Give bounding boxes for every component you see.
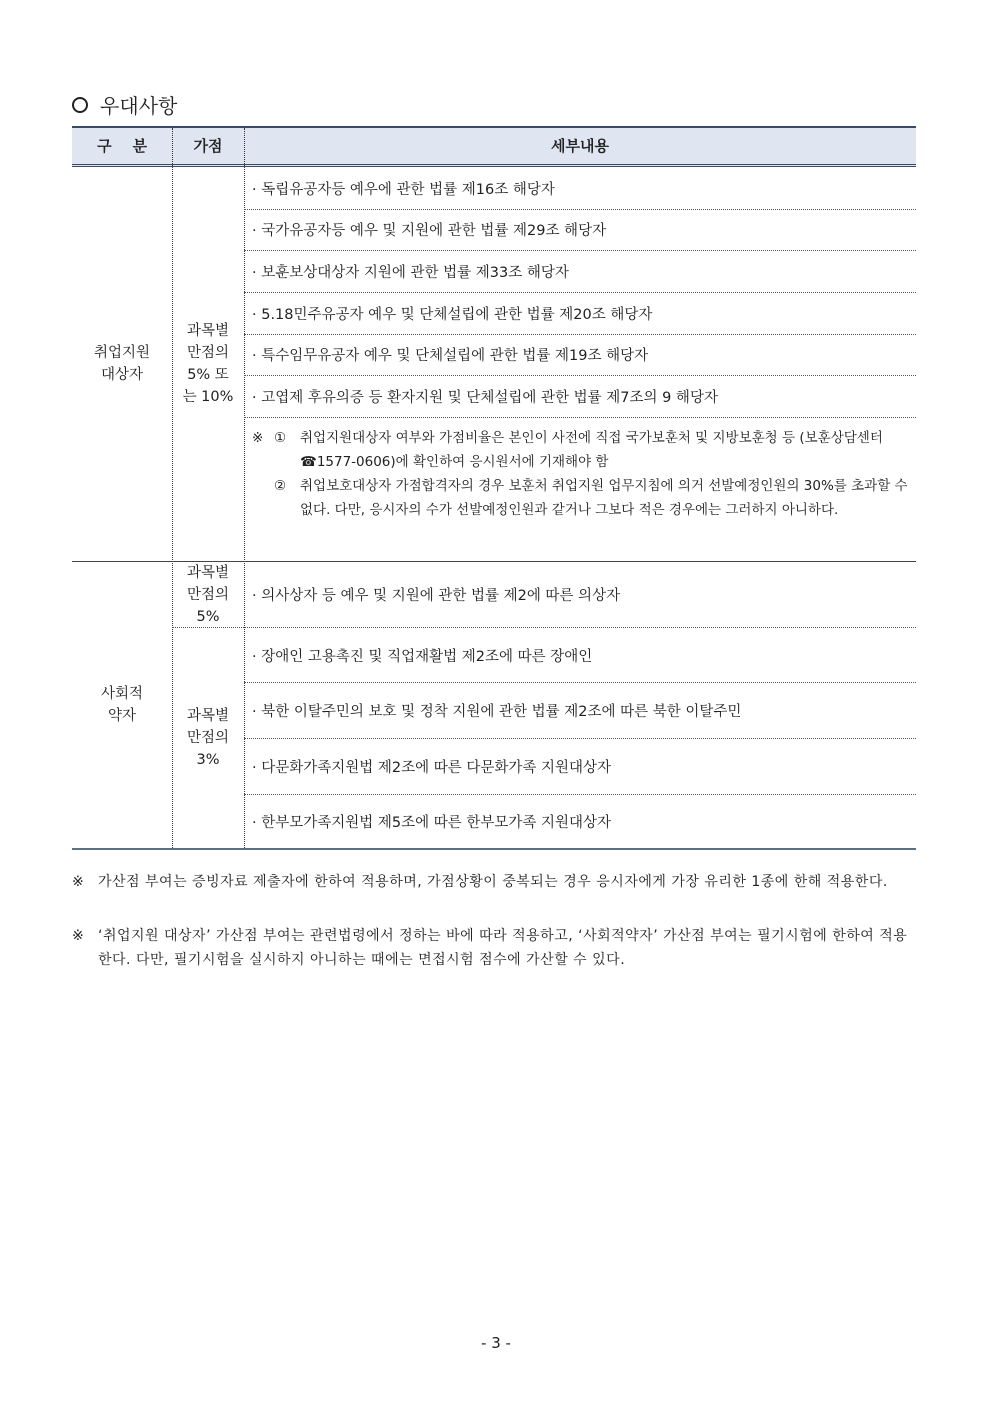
footnote-mark: ※ (72, 874, 85, 890)
table-header-row (72, 128, 916, 167)
footnote (72, 924, 920, 972)
footnote (72, 870, 920, 894)
header-points: 가점 (193, 137, 223, 155)
note-number: ① (274, 430, 287, 446)
list-item: · 고엽제 후유의증 등 환자지원 및 단체설립에 관한 법률 제7조의 9 해당자 (252, 389, 718, 406)
header-category: 구 분 (97, 137, 147, 155)
list-item: · 특수임무유공자 예우 및 단체설립에 관한 법률 제19조 해당자 (252, 348, 649, 364)
column-divider (244, 128, 245, 848)
list-item: · 북한 이탈주민의 보호 및 정착 지원에 관한 법률 제2조에 따른 북한 이탈주민 (252, 703, 742, 720)
note-text: 취업보호대상자 가점합격자의 경우 보훈처 취업지원 업무지침에 의거 선발예정인원의 30%를 초과할 수 없다. 다만, 응시자의 수가 선발예정인원과 같거나 그보다 적은 경우에는 그러하지 아니하다. (300, 478, 908, 518)
note-mark: ※ (252, 430, 264, 446)
section-heading (72, 90, 177, 119)
note-number: ② (274, 478, 287, 494)
social-points-5: 과목별 만점의 5% (186, 564, 230, 625)
employment-category: 취업지원 대상자 (93, 345, 151, 383)
row-divider (244, 417, 916, 418)
list-item: · 보훈보상대상자 지원에 관한 법률 제33조 해당자 (252, 264, 569, 281)
footnote-text: 가산점 부여는 증빙자료 제출자에 한하여 적용하며, 가점상황이 중복되는 경우 응시자에게 가장 유리한 1종에 한해 적용한다. (98, 874, 888, 890)
employment-note (252, 426, 912, 522)
list-item: · 의사상자 등 예우 및 지원에 관한 법률 제2에 따른 의상자 (252, 588, 621, 604)
note-text: 취업지원대상자 여부와 가점비율은 본인이 사전에 직접 국가보훈처 및 지방보훈청 등 (보훈상담센터 ☎1577-0606)에 확인하여 응시원서에 기재해야 함 (300, 430, 883, 470)
list-item: · 국가유공자등 예우 및 지원에 관한 법률 제29조 해당자 (252, 223, 607, 239)
social-category: 사회적 약자 (100, 686, 144, 724)
header-details: 세부내용 (551, 137, 609, 155)
list-item: · 독립유공자등 예우에 관한 법률 제16조 해당자 (252, 181, 555, 198)
list-item: · 장애인 고용촉진 및 직업재활법 제2조에 따른 장애인 (252, 648, 593, 665)
preference-table (72, 126, 916, 850)
page-number: - 3 - (481, 1334, 511, 1352)
list-item: · 다문화가족지원법 제2조에 따른 다문화가족 지원대상자 (252, 759, 612, 776)
section-title: 우대사항 (100, 94, 178, 118)
social-points-3: 과목별 만점의 3% (186, 708, 230, 768)
employment-points: 과목별 만점의 5% 또는 10% (182, 323, 234, 405)
footnote-mark: ※ (72, 928, 85, 944)
list-item: · 한부모가족지원법 제5조에 따른 한부모가족 지원대상자 (252, 814, 612, 831)
table-bottom-border (72, 848, 916, 850)
footnote-text: ‘취업지원 대상자’ 가산점 부여는 관련법령에서 정하는 바에 따라 적용하고, ‘사회적약자’ 가산점 부여는 필기시험에 한하여 적용한다. 다만, 필기시험을 실시하지 아니하는 때에는 면접시험 점수에 가산할 수 있다. (98, 928, 908, 968)
list-item: · 5.18민주유공자 예우 및 단체설립에 관한 법률 제20조 해당자 (252, 306, 653, 323)
circle-bullet-icon (72, 97, 88, 113)
